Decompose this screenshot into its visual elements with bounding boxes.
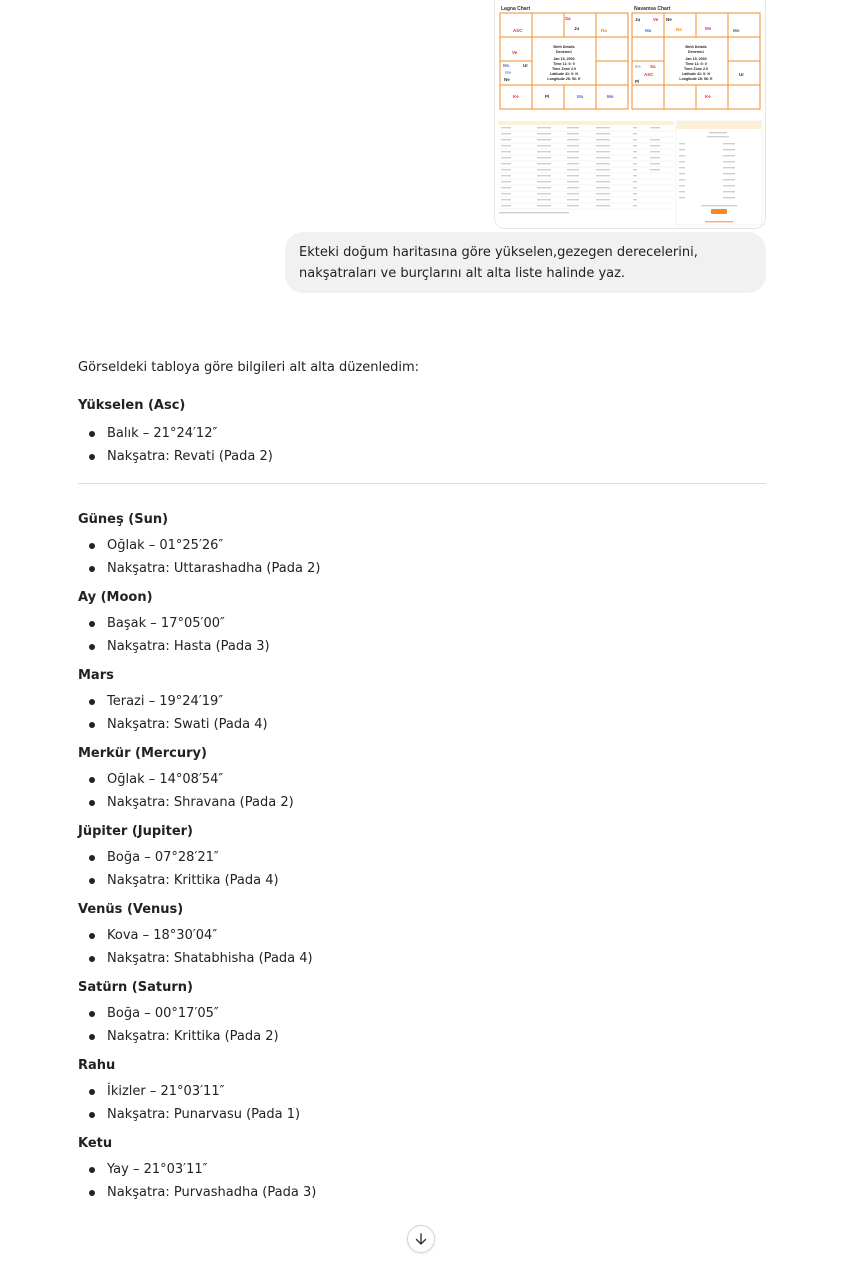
reply-intro: Görseldeki tabloya göre bilgileri alt alta düzenledim: [78, 360, 420, 375]
assistant-reply [78, 358, 766, 1212]
lagna-label-7: Me [505, 70, 512, 75]
planet-list [78, 1158, 766, 1204]
planet-section-jupiter [78, 822, 766, 892]
lagna-birth-date: Jan 15, 2003 [553, 57, 575, 61]
planet-list [78, 1002, 766, 1048]
ascendant-title: Yükselen (Asc) [78, 398, 186, 413]
planet-title: Güneş (Sun) [78, 512, 169, 527]
planet-title: Ay (Moon) [78, 590, 153, 605]
planet-section-venus [78, 900, 766, 970]
planet-list [78, 690, 766, 736]
list-item: Terazi – 19°24′19″ [78, 690, 766, 713]
lagna-title: Lagna Chart [501, 6, 531, 12]
list-item: Nakşatra: Punarvasu (Pada 1) [78, 1103, 766, 1126]
navamsa-label-9: ASC [644, 72, 654, 77]
planet-list [78, 924, 766, 970]
list-item: Nakşatra: Revati (Pada 2) [78, 445, 766, 468]
list-item: Kova – 18°30′04″ [78, 924, 766, 947]
list-item: Nakşatra: Uttarashadha (Pada 2) [78, 557, 766, 580]
navamsa-label-0: Ju [635, 17, 641, 22]
planet-title: Venüs (Venus) [78, 902, 184, 917]
planet-list [78, 612, 766, 658]
lagna-birth-zone: Time Zone 2.0 [552, 67, 576, 71]
planet-section-saturn [78, 978, 766, 1048]
lagna-birth-name: Deneme1 [556, 50, 572, 54]
navamsa-label-6: Ma [645, 28, 652, 33]
navamsa-birth-name: Deneme1 [688, 50, 704, 54]
navamsa-label-10: Pl [635, 79, 640, 84]
lagna-label-10: Pl [545, 94, 550, 99]
planet-title: Merkür (Mercury) [78, 746, 207, 761]
navamsa-title: Navamsa Chart [634, 6, 671, 12]
planet-section-moon [78, 588, 766, 658]
navamsa-label-11: Ur [739, 72, 745, 77]
navamsa-birth-date: Jan 15, 2003 [685, 57, 707, 61]
list-item: Başak – 17°05′00″ [78, 612, 766, 635]
list-item: Yay – 21°03′11″ [78, 1158, 766, 1181]
user-message-text: Ekteki doğum haritasına göre yükselen,gezegen derecelerini, nakşatraları ve burçlarını alt alta liste halinde yaz. [299, 245, 698, 281]
list-item: Boğa – 07°28′21″ [78, 846, 766, 869]
navamsa-label-7: Ke [635, 64, 641, 69]
navamsa-birth-title: Birth Details [685, 45, 707, 49]
lagna-label-8: Ne [504, 77, 510, 82]
lagna-birth-lon: Longitude 28: 56: E [547, 77, 581, 81]
planet-list [78, 534, 766, 580]
lagna-label-3: ASC [513, 28, 523, 33]
lagna-label-6: Mo [503, 63, 510, 68]
navamsa-label-3: Ra [676, 27, 682, 32]
planet-section-mars [78, 666, 766, 736]
navamsa-label-2: Ne [666, 17, 672, 22]
navamsa-birth-lon: Longitude 28: 56: E [679, 77, 713, 81]
planet-title: Satürn (Saturn) [78, 980, 193, 995]
ascendant-list [78, 422, 766, 468]
navamsa-label-1: Ve [653, 17, 659, 22]
lagna-label-12: Mo [607, 94, 614, 99]
planet-section-ketu [78, 1134, 766, 1204]
planet-section-sun [78, 510, 766, 580]
planet-list [78, 1080, 766, 1126]
navamsa-birth-lat: Latitude 41: 0: N [682, 72, 710, 76]
list-item: Nakşatra: Swati (Pada 4) [78, 713, 766, 736]
lagna-birth-time: Time 11: 0: 0 [553, 62, 575, 66]
navamsa-birth-time: Time 11: 0: 0 [685, 62, 707, 66]
planet-list [78, 768, 766, 814]
planet-title: Mars [78, 668, 114, 683]
navamsa-label-8: Sa [650, 64, 656, 69]
lagna-label-1: Ju [574, 26, 580, 31]
list-item: Oğlak – 01°25′26″ [78, 534, 766, 557]
planet-title: Jüpiter (Jupiter) [78, 824, 194, 839]
list-item: İkizler – 21°03′11″ [78, 1080, 766, 1103]
list-item: Nakşatra: Shravana (Pada 2) [78, 791, 766, 814]
planet-section-rahu [78, 1056, 766, 1126]
lagna-label-0: Sa [565, 16, 571, 21]
lagna-label-9: Ke [513, 94, 519, 99]
lagna-birth-lat: Latitude 41: 0: N [550, 72, 578, 76]
attached-chart-image[interactable] [495, 0, 765, 228]
list-item: Nakşatra: Shatabhisha (Pada 4) [78, 947, 766, 970]
arrow-down-icon [414, 1232, 428, 1246]
chart-image-svg [495, 0, 765, 228]
navamsa-label-4: Me [705, 26, 712, 31]
scroll-down-button[interactable] [407, 1225, 435, 1253]
planet-title: Rahu [78, 1058, 116, 1073]
lagna-label-11: Ma [577, 94, 584, 99]
list-item: Nakşatra: Krittika (Pada 4) [78, 869, 766, 892]
section-divider [78, 483, 766, 484]
list-item: Nakşatra: Hasta (Pada 3) [78, 635, 766, 658]
planet-title: Ketu [78, 1136, 113, 1151]
navamsa-birth-zone: Time Zone 2.0 [684, 67, 708, 71]
navamsa-label-12: Ke [705, 94, 711, 99]
lagna-label-5: Ur [523, 63, 529, 68]
list-item: Nakşatra: Purvashadha (Pada 3) [78, 1181, 766, 1204]
user-message-bubble [285, 232, 766, 293]
planet-section-mercury [78, 744, 766, 814]
ascendant-section [78, 396, 766, 468]
list-item: Balık – 21°24′12″ [78, 422, 766, 445]
list-item: Oğlak – 14°08′54″ [78, 768, 766, 791]
lagna-birth-title: Birth Details [553, 45, 575, 49]
navamsa-label-5: Mo [733, 28, 740, 33]
planet-list [78, 846, 766, 892]
list-item: Boğa – 00°17′05″ [78, 1002, 766, 1025]
lagna-label-4: Ve [512, 50, 518, 55]
list-item: Nakşatra: Krittika (Pada 2) [78, 1025, 766, 1048]
lagna-label-2: Ra [601, 28, 607, 33]
